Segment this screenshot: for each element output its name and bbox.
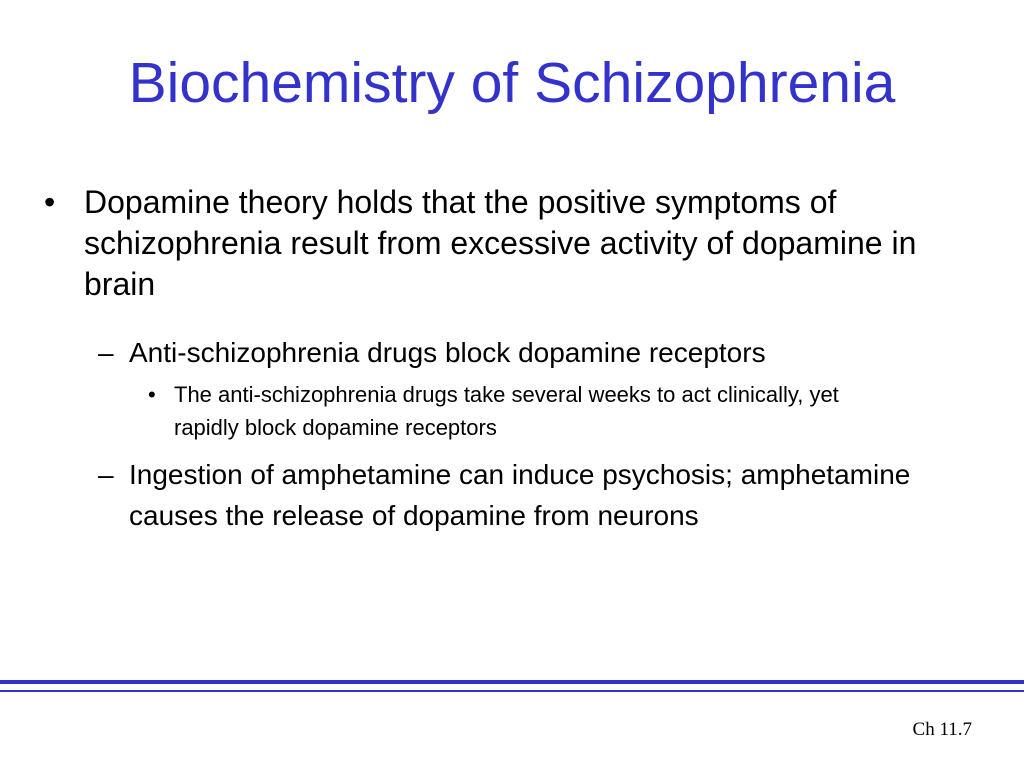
bullet-text: Dopamine theory holds that the positive symptoms of schizophrenia result from excessive activity of dopamine in brain [84, 184, 917, 302]
bullet-level2 [98, 332, 958, 373]
dash-marker: – [98, 459, 114, 490]
footer-rule-thin [0, 690, 1024, 692]
slide-title: Biochemistry of Schizophrenia [128, 51, 896, 115]
bullet-text: The anti-schizophrenia drugs take several weeks to act clinically, yet rapidly block dopamine receptors [174, 382, 839, 440]
bullet-text: Ingestion of amphetamine can induce psychosis; amphetamine causes the release of dopamine from neurons [129, 459, 911, 531]
bullet-marker: • [44, 184, 56, 220]
bullet-level2 [98, 454, 958, 536]
dash-marker: – [98, 337, 114, 368]
footer-rule-thick [0, 680, 1024, 684]
bullet-level3 [148, 378, 928, 444]
bullet-text: Anti-schizophrenia drugs block dopamine receptors [129, 337, 766, 368]
slide-footer: Ch 11.7 [912, 719, 972, 740]
bullet-level1 [44, 182, 964, 305]
bullet-marker: • [148, 382, 156, 407]
